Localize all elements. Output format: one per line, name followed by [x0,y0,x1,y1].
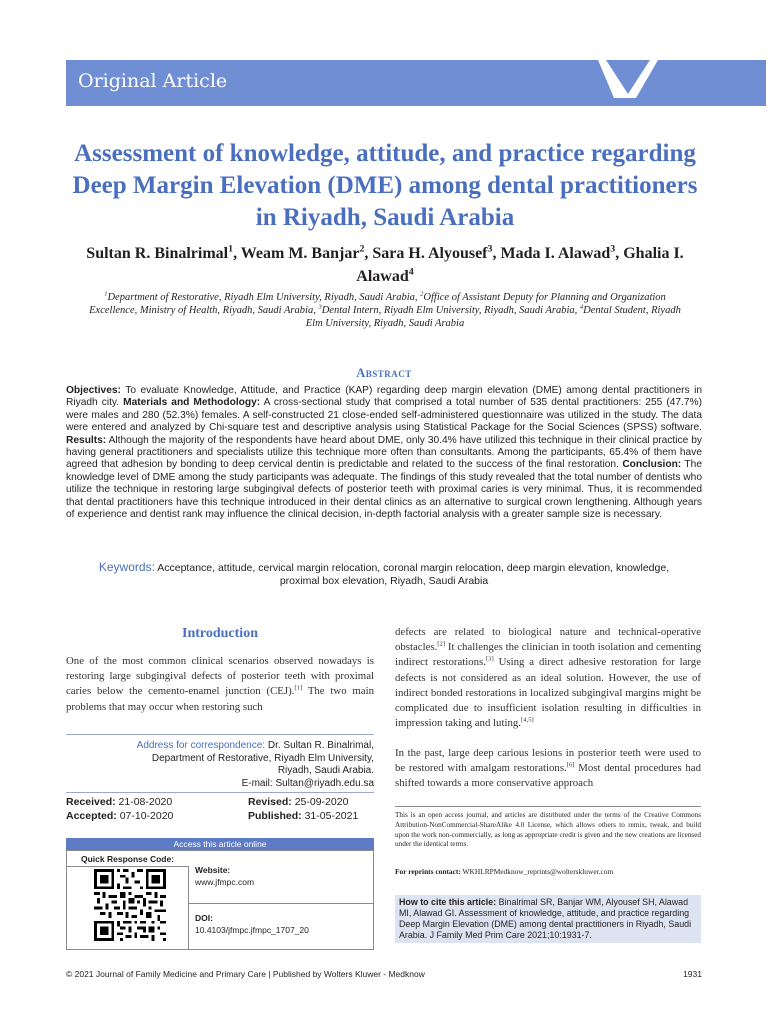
article-title: Assessment of knowledge, attitude, and practice regarding Deep Margin Elevation (DME) among dental practitioners in Riyadh, Saudi Arabia [72,140,698,231]
doi-label: DOI: [195,913,213,923]
body-text: The two main problems that may occur when restoring such [66,685,374,713]
author-affil-sup: 4 [408,266,414,278]
date-value: 07-10-2020 [119,810,174,822]
access-online-box [66,850,374,950]
abstract-text-conclusion: The knowledge level of DME among the study participants was adequate. The findings of this study revealed that the total number of dentists who utilize the technique in restoring large subgingival defects of posterior teeth with proximal caries is very minimal. Thus, it is recommended that dental practitioners have this technique introduced in their dental clinics as an alternative to surgical crown lengthening. Although years of experience and dentist rank may influence the clinical decision, in-depth factorial analysis with a greater sample size is necessary. [66,459,702,521]
date-label: Published: [248,810,302,822]
author-name[interactable]: Sultan R. Binalrimal [86,245,229,262]
footer-copyright: © 2021 Journal of Family Medicine and Primary Care | Published by Wolters Kluwer - Medknow [66,969,425,979]
citation-ref[interactable]: [3] [485,655,494,663]
divider [395,806,701,807]
author-sep: , [615,245,624,262]
date-published [248,808,358,824]
reprints-email[interactable]: WKHLRPMedknow_reprints@wolterskluwer.com [460,867,614,876]
divider [189,903,373,904]
keywords-label: Keywords: [98,560,155,574]
date-value: 31-05-2021 [304,810,359,822]
body-text: Using a direct adhesive restoration for large defects is not considered as an ideal solution. However, the use of indirect bonded restorations in localized subgingival margins might be complicated due to insufficient isolation resulting in difficulties in impression taking and luting. [395,656,701,730]
website-label: Website: [195,865,231,875]
correspondence-email[interactable]: E-mail: Sultan@riyadh.edu.sa [241,777,374,789]
citation-ref[interactable]: [4,5] [520,716,534,724]
correspondence-line [120,740,374,753]
affil-sup: 3 [318,303,322,311]
date-label: Accepted: [66,810,117,822]
how-to-cite-box [395,895,701,943]
author-name[interactable]: Mada I. Alawad [500,245,611,262]
citation-ref[interactable]: [6] [566,761,575,769]
abstract-heading-text: Abstract [356,366,412,380]
author-name[interactable]: Sara H. Alyousef [372,245,488,262]
author-affil-sup: 2 [359,243,365,255]
author-list [60,242,710,288]
date-value: 21-08-2020 [118,796,173,808]
page-footer [66,969,702,979]
abstract-label-objectives: Objectives: [66,385,121,396]
doi-link[interactable]: 10.4103/jfmpc.jfmpc_1707_20 [195,925,309,935]
qr-label: Quick Response Code: [81,854,175,864]
divider [66,734,374,735]
abstract-body [66,385,702,521]
intro-right-paragraph-1 [395,625,701,731]
affil-sup: 2 [420,290,424,298]
date-value: 25-09-2020 [294,796,349,808]
body-text: One of the most common clinical scenarios observed nowadays is restoring large subgingival defects of posterior teeth with proximal caries below the cemento-enamel junction (CEJ). [66,655,374,698]
correspondence-line: Riyadh, Saudi Arabia. [277,765,374,776]
date-label: Received: [66,796,116,808]
license-text: This is an open access journal, and articles are distributed under the terms of the Creative Commons Attribution-NonCommercial-ShareAlike 4.0 License, which allows others to remix, tweak, and build upon the work non-commercially, as long as appropriate credit is given and the new creations are licensed under the identical terms. [395,811,701,849]
divider [66,792,374,793]
affiliations [80,291,690,330]
body-text: It challenges the clinician in tooth isolation and cementing indirect restorations. [395,641,701,669]
body-text: Most dental procedures had shifted towards a more conservative approach [395,762,701,790]
author-sep: , [233,245,241,262]
website-link[interactable]: www.jfmpc.com [195,877,255,887]
date-accepted [66,808,173,824]
author-affil-sup: 3 [610,243,616,255]
intro-right-paragraph-2 [395,746,701,792]
affiliation: Dental Intern, Riyadh Elm University, Riyadh, Saudi Arabia, [321,305,580,316]
citation-ref[interactable]: [1] [294,684,303,692]
correspondence-label: Address for correspondence: [136,740,266,751]
qr-code-icon[interactable] [94,869,166,941]
affiliation: Dental Student, Riyadh Elm University, Riyadh, Saudi Arabia [305,305,681,329]
page-number: 1931 [683,969,702,979]
correspondence-name: Dr. Sultan R. Binalrimal, [267,740,374,751]
affil-sup: 1 [104,290,108,298]
abstract-label-conclusion: Conclusion: [622,459,682,471]
affiliation: Office of Assistant Deputy for Planning and Organization Excellence, Ministry of Health, Riyadh, Saudi Arabia, [89,292,666,316]
correspondence-address [120,740,374,790]
affiliation: Department of Restorative, Riyadh Elm University, Riyadh, Saudi Arabia, [107,292,421,303]
author-sep: , [364,245,373,262]
abstract-text-methods: A cross-sectional study that comprised a total number of 535 dental practitioners: 255 (47.7%) were males and 280 (52.3%) females. A self-constructed 21 close-ended self-administered questionnaire was utilized in the study. The data were entered and analyzed by Chi-square test and descriptive analysis using Statistical Package for the Social Sciences (SPSS) software. [66,397,702,434]
introduction-heading: Introduction [182,626,258,641]
keywords [80,561,688,587]
affil-sup: 4 [579,303,584,311]
body-text: In the past, large deep carious lesions in posterior teeth were used to be restored with amalgam restorations. [395,747,701,775]
article-type-banner [66,60,766,106]
citation-ref[interactable]: [2] [437,640,446,648]
cite-text: Binalrimal SR, Banjar WM, Alyousef SH, Alawad MI, Alawad GI. Assessment of knowledge, attitude, and practice regarding Deep Margin Elevation (DME) among dental practitioners in Riyadh, Saudi Arabia. J Family Med Prim Care 2021;10:1931-7. [399,897,692,940]
reprints-contact [395,867,701,876]
abstract-text-results: Although the majority of the respondents have heard about DME, only 30.4% have utilized this technique in their clinical practice by having general practitioners and specialists utilize this technique more often than consultants. Among the participants, 65.4% of them have agreed that adhesion by bonding to deep cervical dentin is predictable and related to the success of the final restoration. [66,434,702,471]
author-affil-sup: 1 [228,243,234,255]
abstract-text-objectives: To evaluate Knowledge, Attitude, and Practice (KAP) regarding deep margin elevation (DME) among dental practitioners in Riyadh city. [66,385,702,409]
abstract-label-methods: Materials and Methodology: [123,397,261,409]
date-label: Revised: [248,796,292,808]
reprints-label: For reprints contact: [395,867,461,876]
banner-title: Original Article [78,70,228,92]
cite-label: How to cite this article: [399,897,497,907]
access-online-bar: Access this article online [66,838,374,850]
author-name[interactable]: Weam M. Banjar [240,245,360,262]
abstract-heading [0,366,768,381]
author-sep: , [492,245,501,262]
author-name[interactable]: Ghalia I. Alawad [356,245,684,285]
correspondence-line: Department of Restorative, Riyadh Elm University, [151,752,374,764]
qr-area [67,866,189,950]
abstract-label-results: Results: [66,434,107,446]
body-text: defects are related to biological nature and technical-operative obstacles. [395,626,701,654]
keywords-text: Acceptance, attitude, cervical margin relocation, coronal margin relocation, deep margin elevation, knowledge, proximal box elevation, Riyadh, Saudi Arabia [157,562,670,587]
intro-left-paragraph [66,654,374,715]
author-affil-sup: 3 [487,243,493,255]
